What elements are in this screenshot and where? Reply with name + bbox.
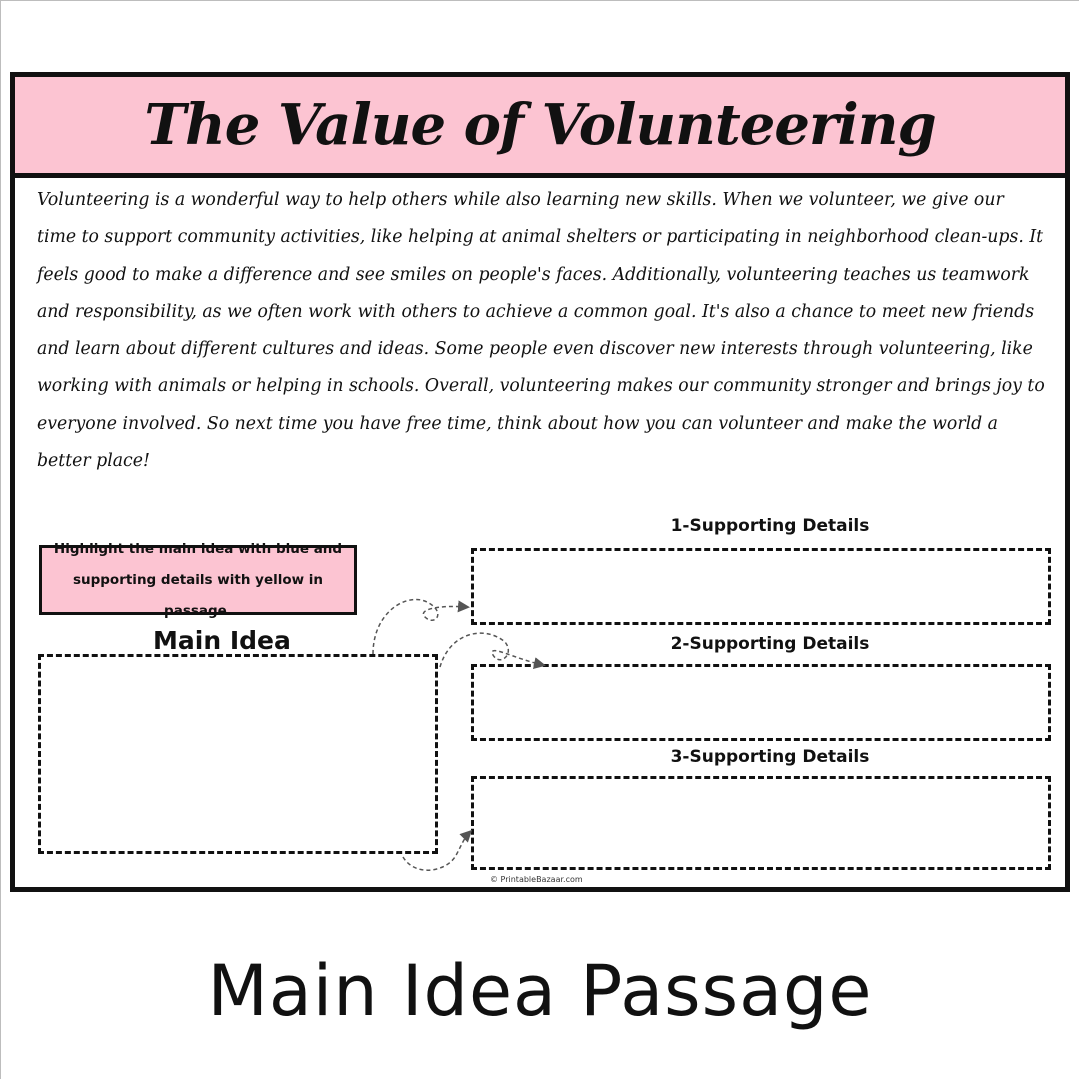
arrow-to-detail-2 [440,633,543,667]
worksheet-title: The Value of Volunteering [144,92,936,158]
worksheet [10,72,1070,892]
arrow-to-detail-1 [373,599,467,654]
instruction-text: Highlight the main idea with blue and supporting details with yellow in passage. [53,540,343,619]
caption-title: Main Idea Passage [207,950,873,1032]
reading-passage: Volunteering is a wonderful way to help others while also learning new skills. When we volunteer, we give our time to support community activities, like helping at animal shelters or participating in neighborhood clean-ups. It feels good to make a difference and see smiles on people's faces. Additionally, volunteering teaches us teamwork and responsibility, as we often work with others to achieve a common goal. It's also a chance to meet new friends and learn about different cultures and ideas. Some people even discover new interests through volunteering, like working with animals or helping in schools. Overall, volunteering makes our community stronger and brings joy to everyone involved. So next time you have free time, think about how you can volunteer and make the world a better place! [37,190,1045,472]
connector-arrows [15,77,1065,887]
supporting-detail-3-label: 3-Supporting Details [670,747,870,767]
supporting-detail-2-label: 2-Supporting Details [670,634,870,654]
main-idea-label: Main Idea [153,626,291,655]
copyright-credit: © PrintableBazaar.com [490,875,583,884]
arrow-to-detail-3 [403,832,470,870]
supporting-detail-1-label: 1-Supporting Details [670,516,870,536]
